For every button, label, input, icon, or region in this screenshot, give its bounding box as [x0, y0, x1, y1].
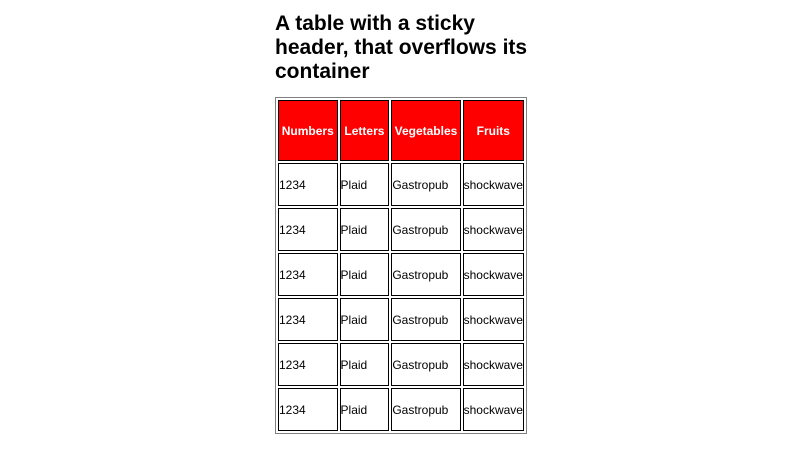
- table-cell: Plaid: [340, 163, 390, 206]
- table-row: [278, 208, 524, 251]
- table-cell: Plaid: [340, 298, 390, 341]
- table-cell: shockwave: [463, 253, 524, 296]
- table-cell: shockwave: [463, 388, 524, 431]
- table-row: [278, 298, 524, 341]
- table-cell: 1234: [278, 253, 338, 296]
- table-cell: shockwave: [463, 208, 524, 251]
- table-cell: Gastropub: [391, 163, 460, 206]
- table-row: [278, 343, 524, 386]
- table-cell: 1234: [278, 388, 338, 431]
- table-cell: Gastropub: [391, 343, 460, 386]
- table-cell: Gastropub: [391, 253, 460, 296]
- page-title: A table with a sticky header, that overflows its container: [275, 12, 528, 83]
- table-row: [278, 388, 524, 431]
- column-header-letters: Letters: [340, 100, 390, 161]
- table-cell: 1234: [278, 208, 338, 251]
- table-cell: shockwave: [463, 298, 524, 341]
- table-cell: 1234: [278, 163, 338, 206]
- table-row: [278, 163, 524, 206]
- table-cell: Gastropub: [391, 388, 460, 431]
- table-cell: shockwave: [463, 163, 524, 206]
- table-scroll-container[interactable]: [275, 97, 527, 417]
- table-cell: Plaid: [340, 208, 390, 251]
- table-cell: 1234: [278, 298, 338, 341]
- column-header-fruits: Fruits: [463, 100, 524, 161]
- table-row: [278, 253, 524, 296]
- table-cell: Gastropub: [391, 298, 460, 341]
- data-table: [275, 97, 527, 434]
- table-cell: Plaid: [340, 388, 390, 431]
- table-header-row: [278, 100, 524, 161]
- page-content: [275, 0, 535, 417]
- table-cell: Plaid: [340, 343, 390, 386]
- column-header-vegetables: Vegetables: [391, 100, 460, 161]
- table-cell: Gastropub: [391, 208, 460, 251]
- column-header-numbers: Numbers: [278, 100, 338, 161]
- table-cell: shockwave: [463, 343, 524, 386]
- table-cell: Plaid: [340, 253, 390, 296]
- table-cell: 1234: [278, 343, 338, 386]
